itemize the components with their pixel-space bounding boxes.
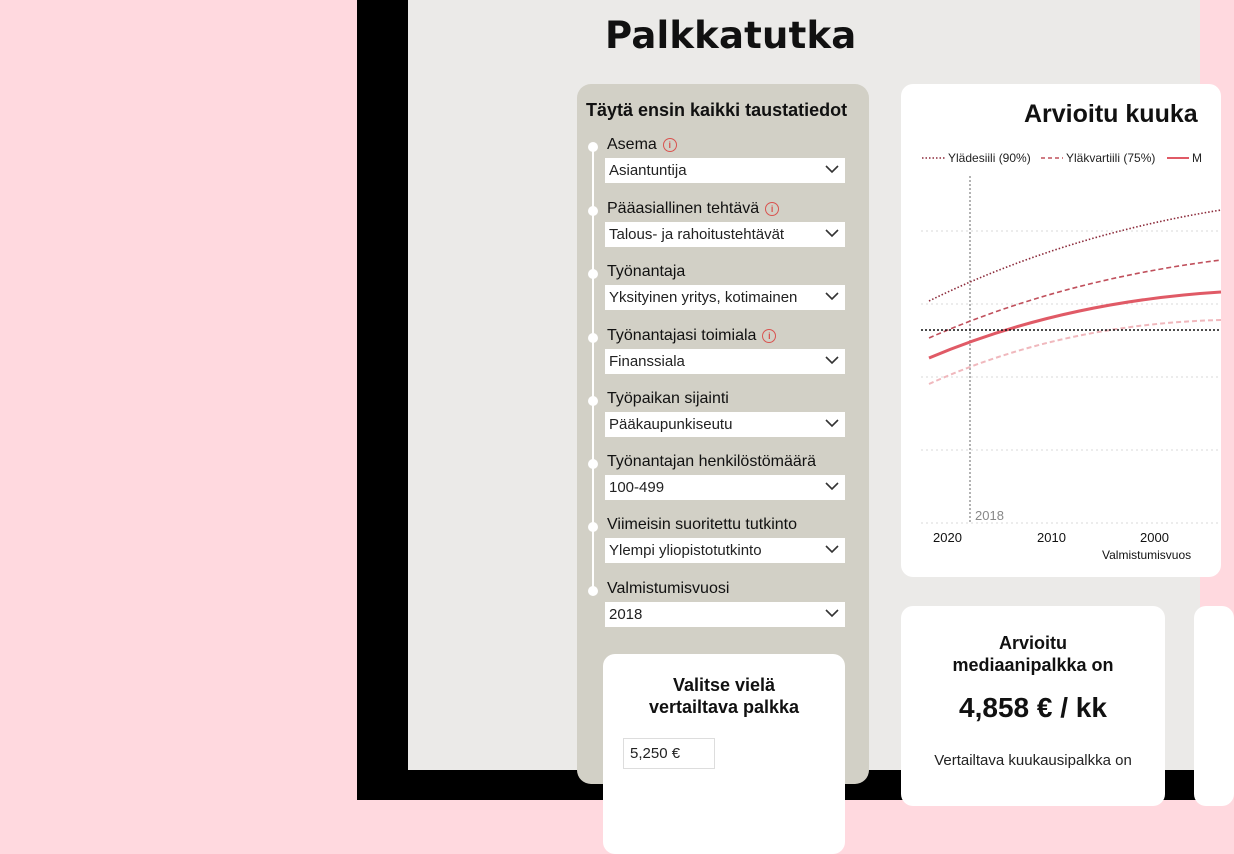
- select-paaasiallinen-tehtava[interactable]: [605, 222, 845, 247]
- info-icon[interactable]: i: [663, 138, 677, 152]
- select-value: Ylempi yliopistotutkinto: [609, 542, 762, 559]
- compare-salary-input[interactable]: [623, 738, 715, 769]
- select-value: 100-499: [609, 479, 665, 496]
- chevron-down-icon: [825, 418, 839, 428]
- x-tick-3: 2000: [1140, 530, 1169, 545]
- select-value: Pääkaupunkiseutu: [609, 416, 733, 433]
- app-screen: [408, 0, 1200, 770]
- info-icon[interactable]: i: [762, 329, 776, 343]
- field-viimeisin-suoritettu-tutkinto: [577, 516, 869, 574]
- series-q3: [929, 260, 1221, 338]
- median-title: [901, 632, 1165, 676]
- select-tyonantajan-henkilostomaara[interactable]: [605, 475, 845, 500]
- field-tyonantajan-henkilostomaara: [577, 453, 869, 511]
- field-label: [607, 390, 729, 408]
- chart-legend: [922, 151, 1202, 165]
- chevron-down-icon: [825, 228, 839, 238]
- chevron-down-icon: [825, 544, 839, 554]
- chevron-down-icon: [825, 164, 839, 174]
- field-label-text: Pääasiallinen tehtävä: [607, 200, 760, 217]
- select-value: Asiantuntija: [609, 162, 687, 179]
- field-label-text: Asema: [607, 136, 657, 153]
- field-label-text: Viimeisin suoritettu tutkinto: [607, 516, 798, 533]
- field-label-text: Työnantajasi toimiala: [607, 327, 757, 344]
- series-median: [929, 292, 1221, 358]
- background-left: [0, 0, 357, 800]
- chevron-down-icon: [825, 355, 839, 365]
- field-label: [607, 327, 776, 345]
- compare-title-line2: vertailtava palkka: [648, 697, 800, 717]
- step-dot: [588, 142, 598, 152]
- chevron-down-icon: [825, 291, 839, 301]
- select-value: 2018: [609, 606, 643, 623]
- field-tyonantajasi-toimiala: [577, 327, 869, 385]
- x-axis-label: Valmistumisvuos: [1102, 548, 1192, 562]
- field-label: [607, 263, 685, 281]
- field-label-text: Työnantaja: [607, 263, 686, 280]
- side-card: [1194, 606, 1234, 806]
- field-tyopaikan-sijainti: [577, 390, 869, 448]
- page-title: Palkkatutka: [605, 14, 857, 57]
- step-dot: [588, 333, 598, 343]
- x-tick-2: 2010: [1037, 530, 1066, 545]
- select-value: Talous- ja rahoitustehtävät: [609, 226, 785, 243]
- median-salary-card: [901, 606, 1165, 806]
- chevron-down-icon: [825, 608, 839, 618]
- field-label: [607, 453, 816, 471]
- form-heading: Täytä ensin kaikki taustatiedot: [586, 100, 848, 120]
- background-info-form: [577, 84, 869, 784]
- select-value: Finanssiala: [609, 353, 685, 370]
- step-dot: [588, 522, 598, 532]
- select-tyopaikan-sijainti[interactable]: [605, 412, 845, 437]
- compare-salary-card: [603, 654, 845, 854]
- field-label: [607, 136, 677, 154]
- field-label-text: Työnantajan henkilöstömäärä: [607, 453, 817, 470]
- select-tyonantaja[interactable]: [605, 285, 845, 310]
- field-asema: [577, 136, 869, 194]
- legend-label-q3: Yläkvartiili (75%): [1066, 151, 1156, 165]
- chevron-down-icon: [825, 481, 839, 491]
- field-label: [607, 516, 797, 534]
- field-label-text: Työpaikan sijainti: [607, 390, 729, 407]
- step-dot: [588, 269, 598, 279]
- legend-label-median: M: [1192, 151, 1202, 165]
- field-label: [607, 580, 729, 598]
- field-label: [607, 200, 779, 218]
- comparison-note: Vertailtava kuukausipalkka on: [934, 752, 1132, 769]
- step-dot: [588, 396, 598, 406]
- select-asema[interactable]: [605, 158, 845, 183]
- graduation-year-label: 2018: [975, 508, 1004, 523]
- select-value: Yksityinen yritys, kotimainen: [609, 289, 798, 306]
- field-paaasiallinen-tehtava: [577, 200, 869, 258]
- compare-title: [603, 674, 845, 718]
- step-dot: [588, 206, 598, 216]
- field-tyonantaja: [577, 263, 869, 321]
- select-valmistumisvuosi[interactable]: [605, 602, 845, 627]
- select-viimeisin-suoritettu-tutkinto[interactable]: [605, 538, 845, 563]
- legend-label-top: Ylädesiili (90%): [948, 151, 1031, 165]
- median-title-line2: mediaanipalkka on: [952, 655, 1114, 675]
- salary-chart-card: [901, 84, 1221, 577]
- field-label-text: Valmistumisvuosi: [607, 580, 730, 597]
- select-tyonantajasi-toimiala[interactable]: [605, 349, 845, 374]
- median-title-line1: Arvioitu: [998, 633, 1067, 653]
- step-dot: [588, 459, 598, 469]
- field-valmistumisvuosi: [577, 580, 869, 638]
- x-tick-1: 2020: [933, 530, 962, 545]
- step-dot: [588, 586, 598, 596]
- median-salary-value: 4,858 € / kk: [959, 692, 1107, 723]
- chart-title: Arvioitu kuuka: [1024, 100, 1198, 128]
- salary-chart: [901, 84, 1221, 577]
- chart-grid: [921, 231, 1221, 523]
- info-icon[interactable]: i: [765, 202, 779, 216]
- compare-title-line1: Valitse vielä: [672, 675, 776, 695]
